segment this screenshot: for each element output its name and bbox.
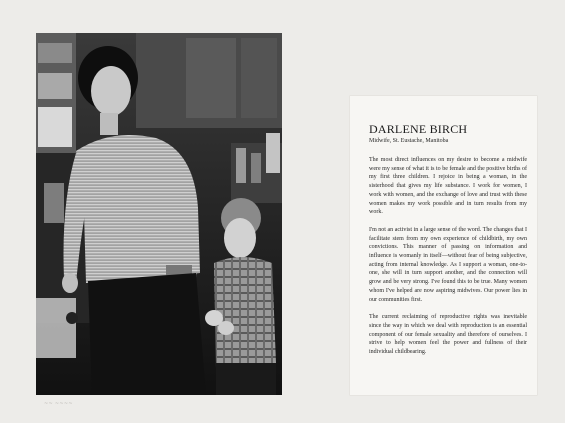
subject-name: DARLENE BIRCH <box>369 122 468 136</box>
subject-role: Midwife, St. Eustache, Manitoba <box>369 138 449 144</box>
biography-card <box>350 96 537 395</box>
biography-paragraph-2: I'm not an activist in a large sense of the word. The changes that I facilitate stem from my own experience of childbirth, my own convictions. This manner of passing on information and influence is womanly in itself—without fear of being subjective, acting from internal knowledge. As I support a woman, one-to-one, she will in turn support another, and the connection will grow and be very strong. I've found this to be true. Many women whom I've helped are now aspiring midwives. Our power lies in our communities first. <box>369 226 527 303</box>
photographer-signature: ~~ ~~~~ <box>44 401 73 407</box>
photograph-image <box>36 33 282 395</box>
biography-paragraph-1: The most direct influences on my desire to become a midwife were my sense of what it is to be female and the positive births of my first three children. I rejoice in being a woman, in the sisterhood that gives my life substance. I work for women, I work with women, and the exchange of love and trust with these women makes my work possible and in turn results from my work. <box>369 157 527 216</box>
biography-content <box>369 123 527 357</box>
biography-paragraph-3: The current reclaiming of reproductive rights was inevitable since the way in which we deal with reproduction is an essential component of our female sexuality and therefore of ourselves. I strive to help women feel the power and fullness of their individual childbearing. <box>369 314 527 356</box>
portrait-photograph <box>36 33 282 395</box>
